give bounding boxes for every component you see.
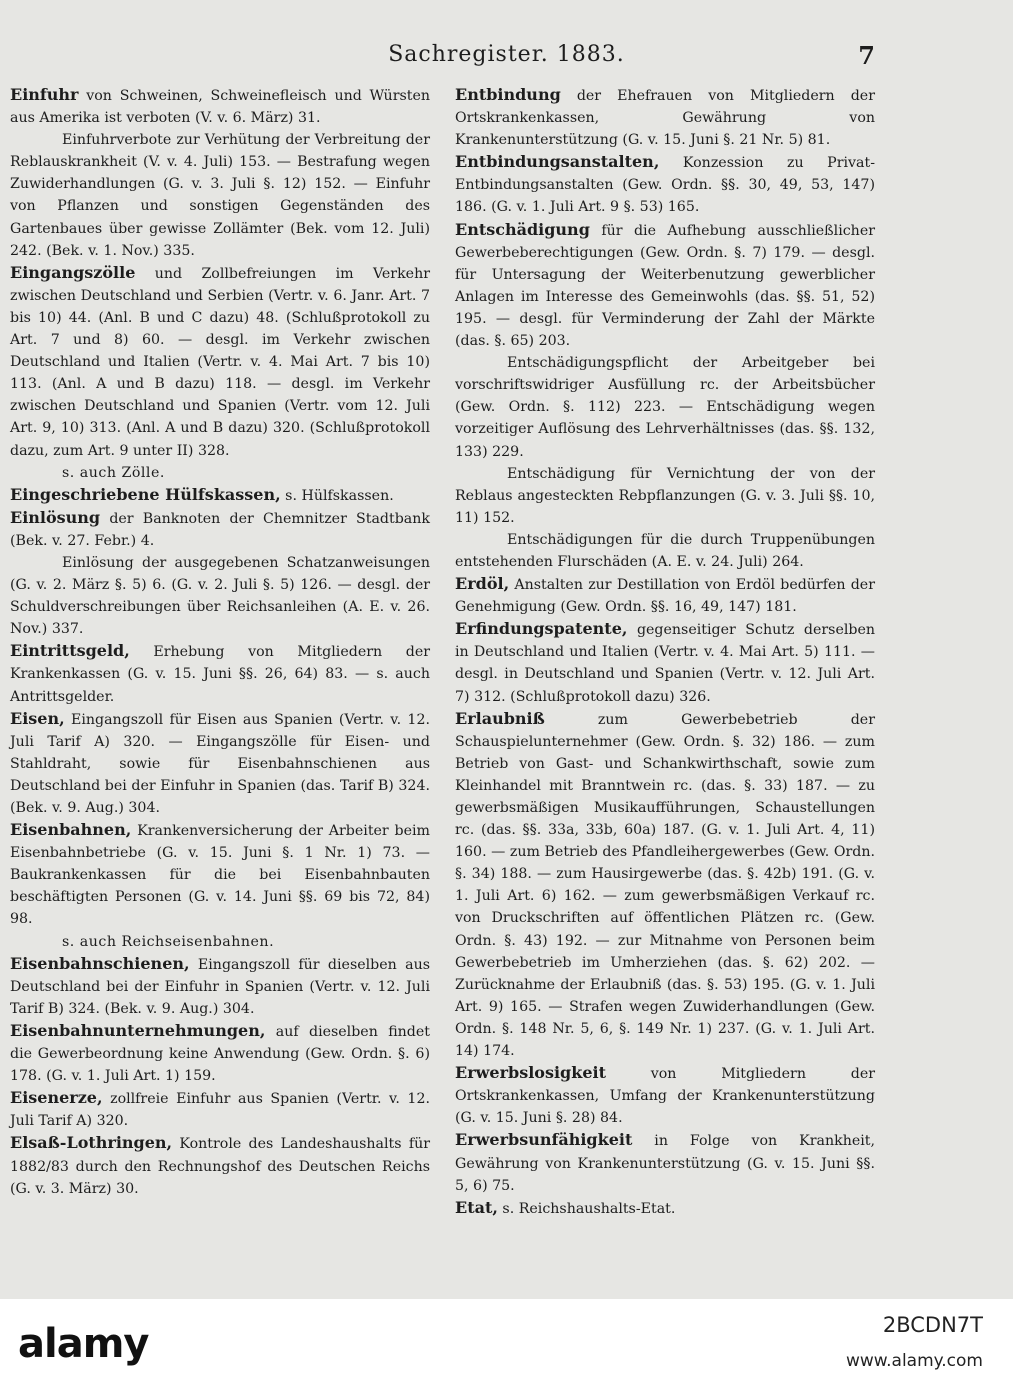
entry-text: Konzession zu Privat-Entbindungsanstalten (Gew. Ordn. §§. 30, 49, 53, 147) 186. (G. v. 1. Juli Art. 9 §. 53) 165. xyxy=(455,155,875,216)
entry-text: Erhebung von Mitgliedern der Krankenkassen (G. v. 15. Juni §§. 26, 64) 83. — s. auch Antrittsgelder. xyxy=(10,644,430,705)
entry-lemma: Eisenerze, xyxy=(10,1088,103,1108)
index-entry xyxy=(455,219,875,353)
entry-lemma: Erlaubniß xyxy=(455,708,545,728)
index-entry xyxy=(455,1062,875,1129)
index-entry xyxy=(10,819,430,930)
index-entry xyxy=(10,953,430,1020)
running-title: Sachregister. 1883. xyxy=(388,42,625,67)
entry-lemma: Eintrittsgeld, xyxy=(10,641,130,661)
entry-lemma: Eingeschriebene Hülfskassen, xyxy=(10,484,281,504)
entry-text: in Folge von Krankheit, Gewährung von Krankenunterstützung (G. v. 15. Juni §§. 5, 6) 75. xyxy=(455,1133,875,1194)
entry-lemma: Entbindungsanstalten, xyxy=(455,152,660,172)
entry-text: s. Hülfskassen. xyxy=(280,487,394,504)
entry-text: s. Reichshaushalts-Etat. xyxy=(497,1200,676,1217)
entry-text: auf dieselben findet die Gewerbeordnung keine Anwendung (Gew. Ordn. §. 6) 178. (G. v. 1. Juli Art. 1) 159. xyxy=(10,1023,430,1085)
entry-text: von Mitgliedern der Ortskrankenkassen, Umfang der Krankenunterstützung (G. v. 15. Juni §. 28) 84. xyxy=(455,1066,875,1127)
entry-lemma: Eisen, xyxy=(10,708,65,728)
entry-text: für die Aufhebung ausschließlicher Gewerbeberechtigungen (Gew. Ordn. §. 7) 179. — desgl. für Untersagung der Weiterbenutzung gewerblicher Anlagen im Interesse des Gemeinwohls (das. §§. 51, 52) 195. — desgl. für Verminderung der Zahl der Märkte (das. §. 65) 203. xyxy=(455,222,875,350)
entry-lemma: Einfuhr xyxy=(10,85,79,104)
index-subentry: Entschädigung für Vernichtung der von der Reblaus angesteckten Rebpflanzungen (G. v. 3. Juli §§. 10, 11) 152. xyxy=(455,465,875,526)
index-entry xyxy=(10,708,430,819)
index-column-right xyxy=(455,84,875,1220)
index-entry xyxy=(10,84,430,129)
index-entry xyxy=(10,507,430,552)
entry-text: Krankenversicherung der Arbeiter beim Eisenbahnbetriebe (G. v. 15. Juni §. 1 Nr. 1) 73. — Baukrankenkassen für die bei Eisenbahnbauten beschäftigten Personen (G. v. 14. Juni §§. 69 bis 72, 84) 98. xyxy=(10,823,430,928)
cross-reference: s. auch Reichseisenbahnen. xyxy=(62,933,275,950)
entry-lemma: Entschädigung xyxy=(455,219,590,239)
entry-text: zollfreie Einfuhr aus Spanien (Vertr. v. 12. Juli Tarif A) 320. xyxy=(10,1091,430,1130)
page-number: 7 xyxy=(858,41,875,70)
entry-lemma: Etat, xyxy=(455,1197,498,1217)
index-entry xyxy=(10,1132,430,1199)
stock-url: www.alamy.com xyxy=(845,1351,983,1371)
entry-text: Eingangszoll für Eisen aus Spanien (Vertr. v. 12. Juli Tarif A) 320. — Eingangszölle für Eisen- und Stahldraht, sowie für Eisenbahnschienen aus Deutschland bei der Einfuhr in Spanien (das. Tarif B) 324. (Bek. v. 9. Aug.) 304. xyxy=(10,711,430,816)
stock-footer xyxy=(0,1299,1013,1390)
index-entry xyxy=(10,1020,430,1087)
entry-text: Anstalten zur Destillation von Erdöl bedürfen der Genehmigung (Gew. Ordn. §§. 16, 49, 147) 181. xyxy=(455,577,875,616)
index-subentry: Entschädigungen für die durch Truppenübungen entstehenden Flurschäden (A. E. v. 24. Juli) 264. xyxy=(455,531,875,570)
index-entry xyxy=(455,1129,875,1196)
index-entry xyxy=(455,573,875,618)
entry-lemma: Erdöl, xyxy=(455,574,510,594)
entry-lemma: Eisenbahnen, xyxy=(10,820,132,840)
page-header xyxy=(0,42,1013,72)
entry-lemma: Erwerbslosigkeit xyxy=(455,1063,606,1083)
entry-lemma: Entbindung xyxy=(455,85,561,104)
entry-lemma: Eingangszölle xyxy=(10,262,136,282)
index-entry xyxy=(455,1197,875,1220)
entry-text: gegenseitiger Schutz derselben in Deutschland und Italien (Vertr. v. 4. Mai Art. 5) 111. — desgl. in Deutschland und Spanien (Vertr. v. 12. Juli Art. 7) 312. (Schlußprotokoll dazu) 326. xyxy=(455,622,875,705)
entry-text: zum Gewerbebetrieb der Schauspielunternehmer (Gew. Ordn. §. 32) 186. — zum Betrieb von Gast- und Schankwirthschaft, sowie zum Kleinhandel mit Branntwein rc. (das. §. 33) 187. — zu gewerbsmäßigen Musikaufführungen, Schaustellungen rc. (das. §§. 33a, 33b, 60a) 187. (G. v. 1. Juli Art. 4, 11) 160. — zum Betrieb des Pfandleihergewerbes (Gew. Ordn. §. 34) 188. — zum Hausirgewerbe (das. §. 42b) 191. (G. v. 1. Juli Art. 6) 162. — zum gewerbsmäßigen Verkauf rc. von Druckschriften auf öffentlichen Plätzen rc. (Gew. Ordn. §. 43) 192. — zur Mitnahme von Personen beim Gewerbebetrieb im Umherziehen (das. §. 62) 202. — Zurücknahme der Erlaubniß (das. §. 53) 195. (G. v. 1. Juli Art. 9) 165. — Strafen wegen Zuwiderhandlungen (Gew. Ordn. §. 148 Nr. 5, 6, §. 149 Nr. 1) 237. (G. v. 1. Juli Art. 14) 174. xyxy=(455,711,875,1060)
stock-image-id: 2BCDN7T xyxy=(882,1313,983,1337)
index-entry xyxy=(10,262,430,462)
entry-lemma: Eisenbahnschienen, xyxy=(10,953,190,973)
cross-reference: s. auch Zölle. xyxy=(62,464,165,481)
entry-text: Kontrole des Landeshaushalts für 1882/83 durch den Rechnungshof des Deutschen Reichs (G. v. 3. März) 30. xyxy=(10,1136,430,1197)
entry-lemma: Einlösung xyxy=(10,507,101,527)
index-entry xyxy=(10,640,430,707)
entry-text: und Zollbefreiungen im Verkehr zwischen Deutschland und Serbien (Vertr. v. 6. Janr. Art. 7 bis 10) 44. (Anl. B und C dazu) 48. (Schlußprotokoll zu Art. 7 und 8) 60. — desgl. im Verkehr zwischen Deutschland und Italien (Vertr. v. 4. Mai Art. 7 bis 10) 113. (Anl. A und B dazu) 118. — desgl. im Verkehr zwischen Deutschland und Spanien (Vertr. vom 12. Juli Art. 9, 10) 313. (Anl. A und B dazu) 320. (Schlußprotokoll dazu, zum Art. 9 unter II) 328. xyxy=(10,265,430,459)
entry-text: der Ehefrauen von Mitgliedern der Ortskrankenkassen, Gewährung von Krankenunterstützung (G. v. 15. Juni §. 21 Nr. 5) 81. xyxy=(455,88,875,149)
index-entry xyxy=(455,618,875,707)
entry-lemma: Erwerbsunfähigkeit xyxy=(455,1130,633,1150)
index-subentry: Einfuhrverbote zur Verhütung der Verbreitung der Reblauskrankheit (V. v. 4. Juli) 153. — Bestrafung wegen Zuwiderhandlungen (G. v. 3. Juli §. 12) 152. — Einfuhr von Pflanzen und sonstigen Gegenständen des Gartenbaues über gewisse Zollämter (Bek. vom 12. Juli) 242. (Bek. v. 1. Nov.) 335. xyxy=(10,132,430,259)
index-subentry: Einlösung der ausgegebenen Schatzanweisungen (G. v. 2. März §. 5) 6. (G. v. 2. Juli §. 5) 126. — desgl. der Schuldverschreibungen über Reichsanleihen (A. E. v. 26. Nov.) 337. xyxy=(10,554,430,638)
entry-lemma: Elsaß-Lothringen, xyxy=(10,1133,173,1153)
index-entry xyxy=(455,84,875,151)
entry-text: von Schweinen, Schweinefleisch und Würsten aus Amerika ist verboten (V. v. 6. März) 31. xyxy=(10,88,430,127)
index-column-left xyxy=(10,84,430,1200)
stock-logo: alamy xyxy=(18,1321,149,1367)
index-entry xyxy=(455,708,875,1063)
entry-text: Eingangszoll für dieselben aus Deutschland bei der Einfuhr in Spanien (Vertr. v. 12. Juli Tarif B) 324. (Bek. v. 9. Aug.) 304. xyxy=(10,956,430,1017)
index-entry xyxy=(10,1087,430,1132)
entry-lemma: Eisenbahnunternehmungen, xyxy=(10,1020,266,1040)
entry-text: der Banknoten der Chemnitzer Stadtbank (Bek. v. 27. Febr.) 4. xyxy=(10,510,430,549)
index-subentry: Entschädigungspflicht der Arbeitgeber bei vorschriftswidriger Ausfüllung rc. der Arbeitsbücher (Gew. Ordn. §. 112) 223. — Entschädigung wegen vorzeitiger Auflösung des Lehrverhältnisses (das. §§. 132, 133) 229. xyxy=(455,355,875,460)
entry-lemma: Erfindungspatente, xyxy=(455,619,628,639)
index-entry xyxy=(455,151,875,218)
index-entry xyxy=(10,484,430,507)
